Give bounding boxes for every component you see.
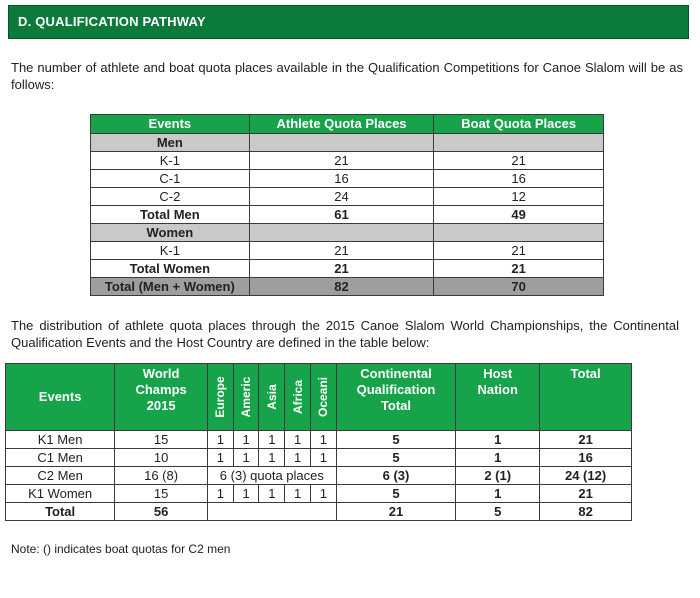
- athlete-cell: 21: [249, 260, 434, 278]
- world-cell: 56: [115, 503, 208, 521]
- world-cell: 10: [115, 449, 208, 467]
- distribution-table: [5, 363, 632, 521]
- event-cell: K-1: [91, 152, 250, 170]
- total-row: [6, 503, 632, 521]
- merged-continent-cell: [207, 503, 336, 521]
- athlete-cell: 61: [249, 206, 434, 224]
- event-cell: K1 Women: [6, 485, 115, 503]
- table-row: [6, 485, 632, 503]
- column-header: Host Nation: [456, 364, 540, 431]
- column-header: Athlete Quota Places: [249, 115, 434, 134]
- continental-cell: 5: [336, 485, 456, 503]
- column-header: World Champs 2015: [115, 364, 208, 431]
- continental-cell: 21: [336, 503, 456, 521]
- continental-cell: 6 (3): [336, 467, 456, 485]
- table-header-row: [6, 364, 632, 431]
- americ-cell: 1: [233, 485, 259, 503]
- europe-cell: 1: [207, 449, 233, 467]
- grand-total-row: [91, 278, 604, 296]
- world-cell: 15: [115, 431, 208, 449]
- host-cell: 1: [456, 431, 540, 449]
- oceani-cell: 1: [310, 449, 336, 467]
- table-row: [6, 449, 632, 467]
- section-label: Women: [91, 224, 250, 242]
- column-header: Boat Quota Places: [434, 115, 604, 134]
- column-header: Americ: [233, 364, 259, 431]
- event-cell: K1 Men: [6, 431, 115, 449]
- athlete-cell: 21: [249, 242, 434, 260]
- americ-cell: 1: [233, 449, 259, 467]
- asia-cell: 1: [259, 485, 285, 503]
- athlete-cell: 24: [249, 188, 434, 206]
- table-row: [91, 242, 604, 260]
- boat-cell: 21: [434, 152, 604, 170]
- total-cell: 21: [540, 431, 632, 449]
- boat-cell: 12: [434, 188, 604, 206]
- oceani-cell: 1: [310, 431, 336, 449]
- event-cell: Total Men: [91, 206, 250, 224]
- section-label: Men: [91, 134, 250, 152]
- event-cell: C1 Men: [6, 449, 115, 467]
- world-cell: 16 (8): [115, 467, 208, 485]
- table-header-row: [91, 115, 604, 134]
- host-cell: 2 (1): [456, 467, 540, 485]
- boat-cell: 49: [434, 206, 604, 224]
- table-row: [91, 152, 604, 170]
- event-cell: C-2: [91, 188, 250, 206]
- africa-cell: 1: [285, 485, 311, 503]
- europe-cell: 1: [207, 431, 233, 449]
- table-row: [6, 467, 632, 485]
- distribution-text: The distribution of athlete quota places through the 2015 Canoe Slalom World Championships, the Continental Qualification Events and the Host Country are defined in the table below:: [11, 318, 679, 350]
- boat-cell: 21: [434, 260, 604, 278]
- total-row: [91, 260, 604, 278]
- section-title: D. QUALIFICATION PATHWAY: [18, 14, 206, 29]
- event-cell: K-1: [91, 242, 250, 260]
- oceani-cell: 1: [310, 485, 336, 503]
- asia-cell: 1: [259, 449, 285, 467]
- column-header: Asia: [259, 364, 285, 431]
- event-cell: C-1: [91, 170, 250, 188]
- athlete-cell: 16: [249, 170, 434, 188]
- event-cell: Total Women: [91, 260, 250, 278]
- table-row: [6, 431, 632, 449]
- total-cell: 16: [540, 449, 632, 467]
- table-row: [91, 170, 604, 188]
- total-row: [91, 206, 604, 224]
- event-cell: Total (Men + Women): [91, 278, 250, 296]
- column-header: Continental Qualification Total: [336, 364, 456, 431]
- table-section-row: [91, 224, 604, 242]
- column-header: Africa: [285, 364, 311, 431]
- table-row: [91, 188, 604, 206]
- europe-cell: 1: [207, 485, 233, 503]
- merged-continent-cell: 6 (3) quota places: [207, 467, 336, 485]
- americ-cell: 1: [233, 431, 259, 449]
- asia-cell: 1: [259, 431, 285, 449]
- africa-cell: 1: [285, 449, 311, 467]
- host-cell: 5: [456, 503, 540, 521]
- africa-cell: 1: [285, 431, 311, 449]
- world-cell: 15: [115, 485, 208, 503]
- column-header: Europe: [207, 364, 233, 431]
- boat-cell: 16: [434, 170, 604, 188]
- quota-places-table: [90, 114, 604, 296]
- section-header: [8, 5, 689, 39]
- event-cell: C2 Men: [6, 467, 115, 485]
- continental-cell: 5: [336, 449, 456, 467]
- table-section-row: [91, 134, 604, 152]
- intro-text: The number of athlete and boat quota places available in the Qualification Competitions for Canoe Slalom will be as follows:: [11, 60, 683, 92]
- total-cell: 24 (12): [540, 467, 632, 485]
- total-cell: 82: [540, 503, 632, 521]
- total-cell: 21: [540, 485, 632, 503]
- column-header: Oceani: [310, 364, 336, 431]
- boat-cell: 21: [434, 242, 604, 260]
- footnote: Note: () indicates boat quotas for C2 men: [11, 542, 231, 556]
- host-cell: 1: [456, 449, 540, 467]
- continental-cell: 5: [336, 431, 456, 449]
- host-cell: 1: [456, 485, 540, 503]
- column-header: Events: [6, 364, 115, 431]
- athlete-cell: 82: [249, 278, 434, 296]
- athlete-cell: 21: [249, 152, 434, 170]
- column-header: Total: [540, 364, 632, 431]
- column-header: Events: [91, 115, 250, 134]
- event-cell: Total: [6, 503, 115, 521]
- boat-cell: 70: [434, 278, 604, 296]
